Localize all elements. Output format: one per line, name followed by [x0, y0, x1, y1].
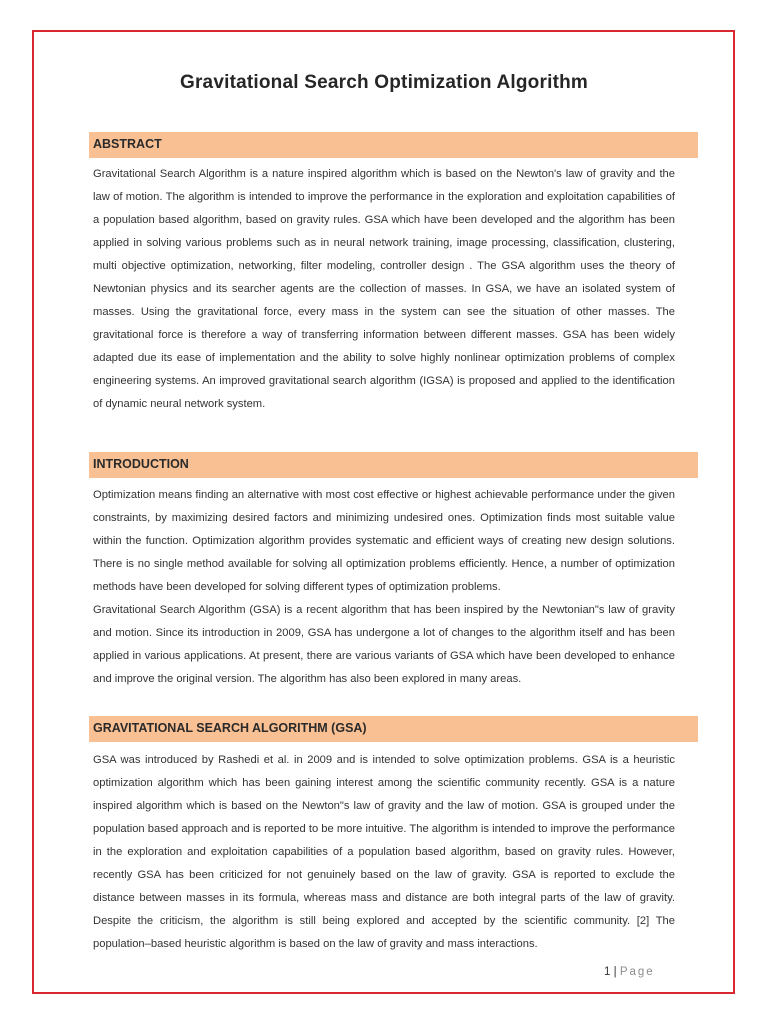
gsa-paragraph: GSA was introduced by Rashedi et al. in 2009 and is intended to solve optimization problems. GSA is a heuristic optimization algorithm which has been gaining interest among the scientific community recently. GSA is a nature inspired algorithm which is based on the Newton"s law of gravity and the law of motion. GSA is grouped under the population based approach and is reported to be more intuitive. The algorithm is intended to improve the performance in the exploration and exploitation capabilities of a population based algorithm, based on gravity rules. However, recently GSA has been criticized for not genuinely based on the law of gravity. GSA is reported to exclude the distance between masses in its formula, whereas mass and distance are both integral parts of the law of gravity. Despite the criticism, the algorithm is still being explored and accepted by the scientific community. [2] The population–based heuristic algorithm is based on the law of gravity and mass interactions. — [93, 754, 675, 950]
introduction-paragraph-2: Gravitational Search Algorithm (GSA) is a recent algorithm that has been inspired by the Newtonian"s law of gravity and motion. Since its introduction in 2009, GSA has undergone a lot of changes to the algorithm itself and has been applied in various applications. At present, there are various variants of GSA which have been developed to enhance and improve the original version. The algorithm has also been explored in many areas. — [93, 604, 675, 685]
document-title: Gravitational Search Optimization Algorithm — [179, 72, 588, 93]
footer-separator: | — [613, 966, 617, 978]
section-heading-gsa: GRAVITATIONAL SEARCH ALGORITHM (GSA) — [89, 716, 698, 742]
abstract-paragraph: Gravitational Search Algorithm is a nature inspired algorithm which is based on the Newton's law of gravity and the law of motion. The algorithm is intended to improve the performance in the exploration and exploitation capabilities of a population based algorithm, based on gravity rules. GSA which have been developed and the algorithm has been applied in solving various problems such as in neural network training, image processing, classification, clustering, multi objective optimization, networking, filter modeling, controller design . The GSA algorithm uses the theory of Newtonian physics and its searcher agents are the collection of masses. In GSA, we have an isolated system of masses. Using the gravitational force, every mass in the system can see the situation of other masses. The gravitational force is therefore a way of transferring information between different masses. GSA has been widely adapted due its ease of implementation and the ability to solve highly nonlinear optimization problems of complex engineering systems. An improved gravitational search algorithm (IGSA) is proposed and applied to the identification of dynamic neural network system. — [93, 168, 675, 410]
section-heading-introduction: INTRODUCTION — [89, 452, 698, 478]
section-heading-abstract: ABSTRACT — [89, 132, 698, 158]
page-footer — [604, 966, 655, 978]
introduction-paragraph-1: Optimization means finding an alternative with most cost effective or highest achievable performance under the given constraints, by maximizing desired factors and minimizing undesired ones. Optimization finds most suitable value within the function. Optimization algorithm provides systematic and efficient ways of creating new design solutions. There is no single method available for solving all optimization problems efficiently. Hence, a number of optimization methods have been developed for solving different types of optimization problems. — [93, 489, 675, 593]
page-label: Page — [619, 966, 655, 978]
page-number: 1 — [604, 966, 611, 978]
